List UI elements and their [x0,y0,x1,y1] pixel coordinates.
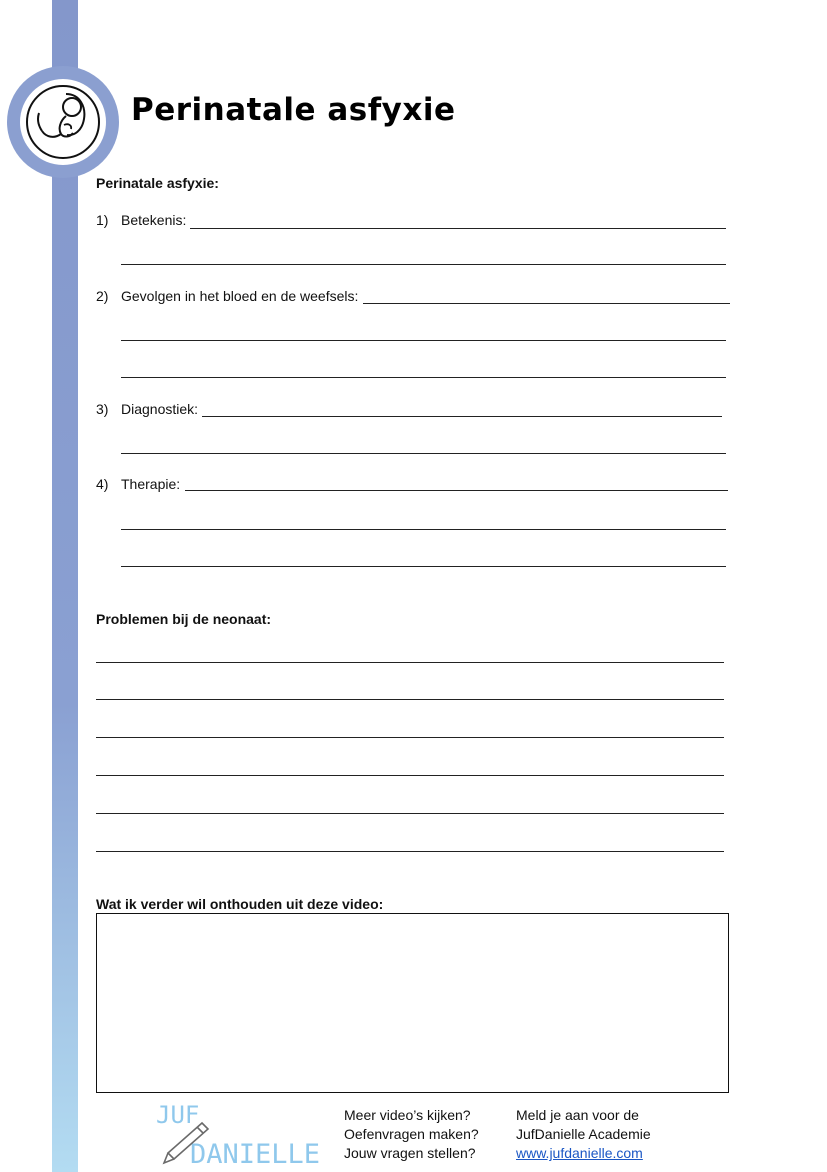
answer-line[interactable] [202,416,722,417]
notes-box[interactable] [96,913,729,1093]
answer-line[interactable] [96,813,724,814]
answer-line[interactable] [96,775,724,776]
fetus-icon [20,79,106,165]
answer-line[interactable] [363,303,730,304]
question-number: 3) [96,401,109,417]
question-label-therapie: Therapie: [121,476,181,492]
footer-academy-line: JufDanielle Academie [516,1126,651,1142]
page-title: Perinatale asfyxie [131,92,456,128]
footer-academy [516,1106,651,1163]
answer-line[interactable] [121,529,726,530]
footer-promo-line: Oefenvragen maken? [344,1126,479,1142]
question-label-diagnostiek: Diagnostiek: [121,401,199,417]
answer-line[interactable] [96,851,724,852]
question-number: 1) [96,212,109,228]
brand-line2: DANIELLE [190,1139,321,1169]
answer-line[interactable] [121,566,726,567]
footer-promo-line: Meer video’s kijken? [344,1107,471,1123]
answer-line[interactable] [96,737,724,738]
question-number: 2) [96,288,109,304]
answer-line[interactable] [121,340,726,341]
answer-line[interactable] [121,453,726,454]
question-number: 4) [96,476,109,492]
section-heading-problemen: Problemen bij de neonaat: [96,611,272,627]
website-link[interactable]: www.jufdanielle.com [516,1145,643,1161]
question-label-gevolgen: Gevolgen in het bloed en de weefsels: [121,288,359,304]
question-label-betekenis: Betekenis: [121,212,187,228]
answer-line[interactable] [96,662,724,663]
brand-logo [150,1097,325,1169]
footer-promo-line: Jouw vragen stellen? [344,1145,476,1161]
answer-line[interactable] [190,228,726,229]
answer-line[interactable] [121,264,726,265]
section-heading-onthouden: Wat ik verder wil onthouden uit deze video: [96,896,384,912]
section-heading-asfyxie: Perinatale asfyxie: [96,175,219,191]
answer-line[interactable] [96,699,724,700]
footer-academy-line: Meld je aan voor de [516,1107,639,1123]
brand-line1: JUF [156,1101,200,1129]
footer-promo [344,1106,479,1163]
answer-line[interactable] [185,490,728,491]
answer-line[interactable] [121,377,726,378]
